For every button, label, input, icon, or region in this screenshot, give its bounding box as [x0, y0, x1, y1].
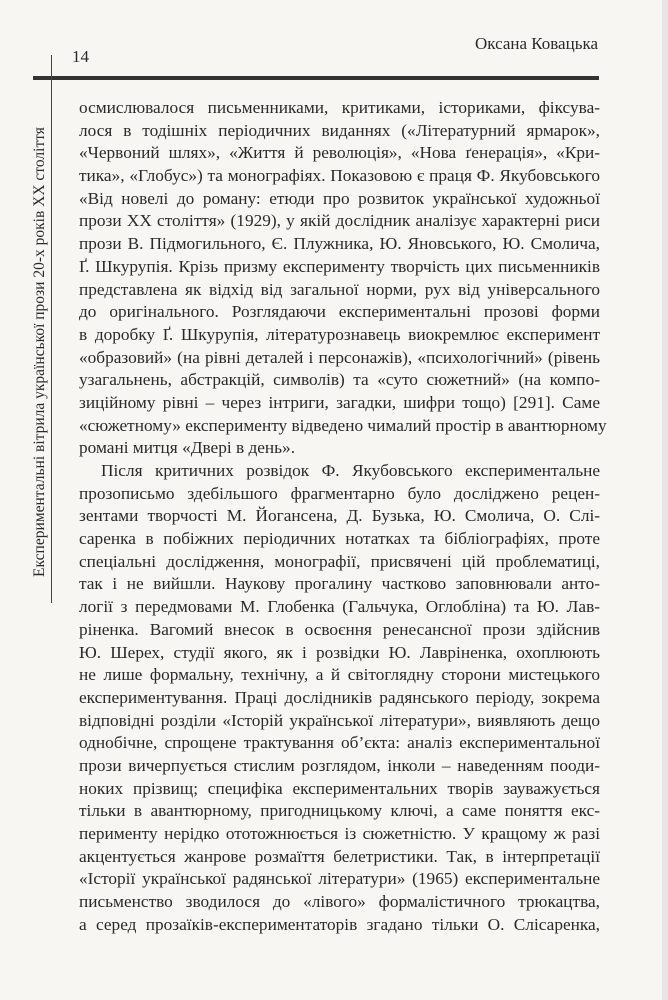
- text-line: тільки в авантюрному, пригодницькому ключі, а саме поняття екс-: [79, 801, 600, 821]
- text-line: ріненка. Вагомий внесок в освоєння ренесансної прози здійснив: [79, 619, 600, 639]
- header-rule: [33, 76, 599, 80]
- text-line: логії з передмовами М. Глобенка (Гальчука, Оглобліна) та Ю. Лав-: [79, 597, 600, 617]
- text-line: лося в тодішніх періодичних виданнях («Літературний ярмарок»,: [79, 120, 600, 140]
- text-line: Ю. Шерех, студії якого, як і розвідки Ю. Лавріненка, охоплюють: [79, 642, 600, 662]
- text-line: Після критичних розвідок Ф. Якубовського експериментальне: [101, 461, 600, 480]
- text-line: акцентується жанрове розмаїття белетристики. Так, в інтерпретації: [79, 846, 600, 866]
- text-line: ноких прізвищ; специфіка експериментальних творів зауважується: [79, 778, 600, 798]
- text-line: спеціальні дослідження, монографії, присвячені цій проблематиці,: [79, 551, 600, 571]
- margin-rule: [51, 55, 52, 603]
- text-line: «Червоний шлях», «Життя й революція», «Нова ґенерація», «Кри-: [79, 143, 600, 163]
- text-line: однобічне, спрощене трактування об’єкта: аналіз експериментальної: [79, 733, 600, 753]
- text-line: прози ХХ століття» (1929), у якій дослідник аналізує характерні риси: [79, 211, 600, 231]
- text-line: «Історії української радянської літератури» (1965) експериментальне: [79, 869, 600, 889]
- text-line: не лише формальну, технічну, а й світоглядну сторони мистецького: [79, 665, 600, 685]
- text-line: а серед прозаїків-експериментаторів згадано тільки О. Слісаренка,: [79, 914, 600, 934]
- text-line: прозописьмо здебільшого фрагментарно було досліджено рецен-: [79, 483, 600, 503]
- text-line: прози вичерпується стислим розглядом, інколи – наведенням пооди-: [79, 755, 600, 775]
- text-line: зиційному рівні – через інтриги, загадки, шифри тощо) [291]. Саме: [79, 392, 600, 412]
- text-line: письменство зводилося до «лівого» формалістичного трюкацтва,: [79, 892, 600, 912]
- text-line: прози В. Підмогильного, Є. Плужника, Ю. Яновського, Ю. Смолича,: [79, 234, 600, 254]
- page-edge-shadow: [662, 0, 668, 1000]
- text-line: тика», «Глобус») та монографіях. Показовою є праця Ф. Якубовського: [79, 166, 600, 186]
- text-line: до оригінального. Розглядаючи експериментальні прозові форми: [79, 302, 600, 322]
- text-line: «Від новелі до роману: етюди про розвиток української художньої: [79, 188, 600, 208]
- text-line: романі митця «Двері в день».: [79, 438, 296, 458]
- running-head-author: Оксана Ковацька: [474, 34, 598, 53]
- text-line: так і не вийшли. Наукову прогалину частково заповнювали анто-: [79, 574, 600, 594]
- text-line: в доробку Ґ. Шкурупія, літературознавець виокремлює експеримент: [79, 324, 600, 344]
- text-line: зентами творчості М. Йогансена, Д. Бузька, Ю. Смолича, О. Слі-: [79, 506, 600, 526]
- text-line: саренка в побіжних періодичних нотатках та бібліографіях, проте: [79, 529, 600, 549]
- text-line: Ґ. Шкурупія. Крізь призму експерименту творчість цих письменників: [79, 256, 600, 276]
- text-line: осмислювалося письменниками, критиками, істориками, фіксува-: [79, 98, 600, 117]
- running-head-book-title: Експериментальні вітрила української прози 20-х років ХХ століття: [31, 127, 48, 577]
- text-line: відповідні розділи «Історій української літератури», виявляють дещо: [79, 710, 600, 730]
- text-line: експериментування. Праці дослідників радянського періоду, зокрема: [79, 687, 600, 707]
- text-line: узагальнень, абстракцій, символів) та «суто сюжетний» (на компо-: [79, 370, 600, 390]
- body-text: [79, 97, 607, 936]
- page-number: 14: [72, 47, 89, 66]
- text-line: «сюжетному» експерименту відведено чималий простір в авантюрному: [79, 415, 607, 435]
- text-line: «образовий» (на рівні деталей і персонажів), «психологічний» (рівень: [79, 347, 600, 367]
- text-line: перименту нерідко ототожнюється із сюжетністю. У кращому ж разі: [79, 824, 600, 843]
- text-line: представлена як відхід від загальної норми, рух від універсального: [79, 279, 600, 299]
